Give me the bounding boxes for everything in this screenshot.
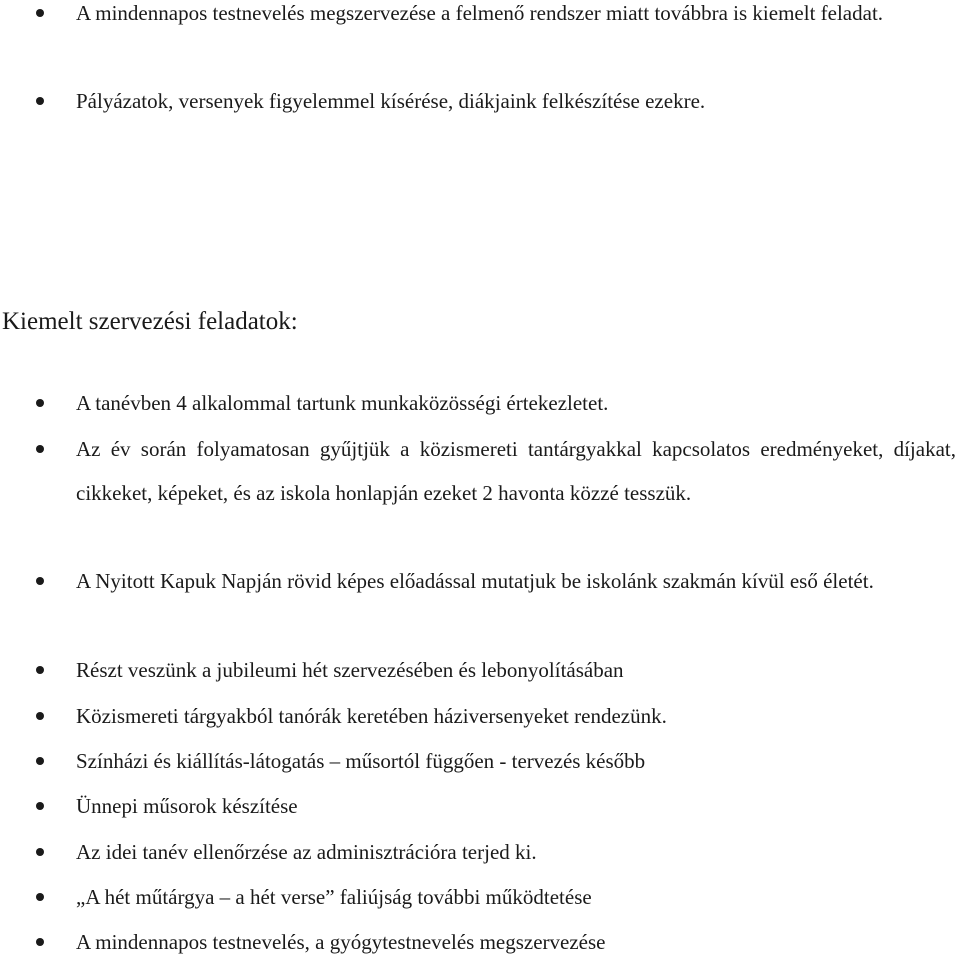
list-item	[76, 559, 956, 603]
list-item-text: Közismereti tárgyakból tanórák keretében háziversenyeket rendezünk.	[76, 704, 667, 728]
list-item	[76, 920, 956, 964]
list-item-text: A Nyitott Kapuk Napján rövid képes előadással mutatjuk be iskolánk szakmán kívül eső életét.	[76, 569, 874, 593]
list-item-text: „A hét műtárgya – a hét verse” faliújság további működtetése	[76, 885, 592, 909]
list-item	[76, 830, 956, 874]
bullet-icon	[36, 399, 44, 407]
list-item	[76, 875, 956, 919]
list-item-text: Pályázatok, versenyek figyelemmel kísérése, diákjaink felkészítése ezekre.	[76, 89, 706, 113]
list-item-text: A mindennapos testnevelés megszervezése a felmenő rendszer miatt továbbra is kiemelt feladat.	[76, 1, 884, 25]
list-item-text: Részt veszünk a jubileumi hét szervezésében és lebonyolításában	[76, 658, 624, 682]
bullet-icon	[36, 97, 44, 105]
list-item	[76, 381, 956, 425]
list-item-text: Ünnepi műsorok készítése	[76, 794, 298, 818]
list-item	[76, 0, 956, 35]
bullet-icon	[36, 445, 44, 453]
bullet-icon	[36, 938, 44, 946]
bullet-icon	[36, 802, 44, 810]
bullet-icon	[36, 9, 44, 17]
list-item-text: A tanévben 4 alkalommal tartunk munkaközösségi értekezletet.	[76, 391, 609, 415]
list-item-text: Az év során folyamatosan gyűjtjük a közismereti tantárgyakkal kapcsolatos eredményeket, díjakat, cikkeket, képeket, és az iskola honlapján ezeket 2 havonta közzé tesszük.	[76, 437, 956, 505]
bullet-icon	[36, 577, 44, 585]
list-item-text: Az idei tanév ellenőrzése az adminisztrációra terjed ki.	[76, 840, 537, 864]
list-item	[76, 648, 956, 692]
list-item-text: Színházi és kiállítás-látogatás – műsortól függően - tervezés később	[76, 749, 646, 773]
list-item	[76, 427, 956, 515]
bullet-icon	[36, 848, 44, 856]
list-item	[76, 79, 956, 123]
section-heading: Kiemelt szervezési feladatok:	[2, 308, 298, 335]
list-item	[76, 694, 956, 738]
bullet-icon	[36, 893, 44, 901]
list-item	[76, 739, 956, 783]
list-item	[76, 784, 956, 828]
bullet-icon	[36, 666, 44, 674]
bullet-icon	[36, 712, 44, 720]
bullet-icon	[36, 757, 44, 765]
list-item-text: A mindennapos testnevelés, a gyógytestnevelés megszervezése	[76, 930, 606, 954]
